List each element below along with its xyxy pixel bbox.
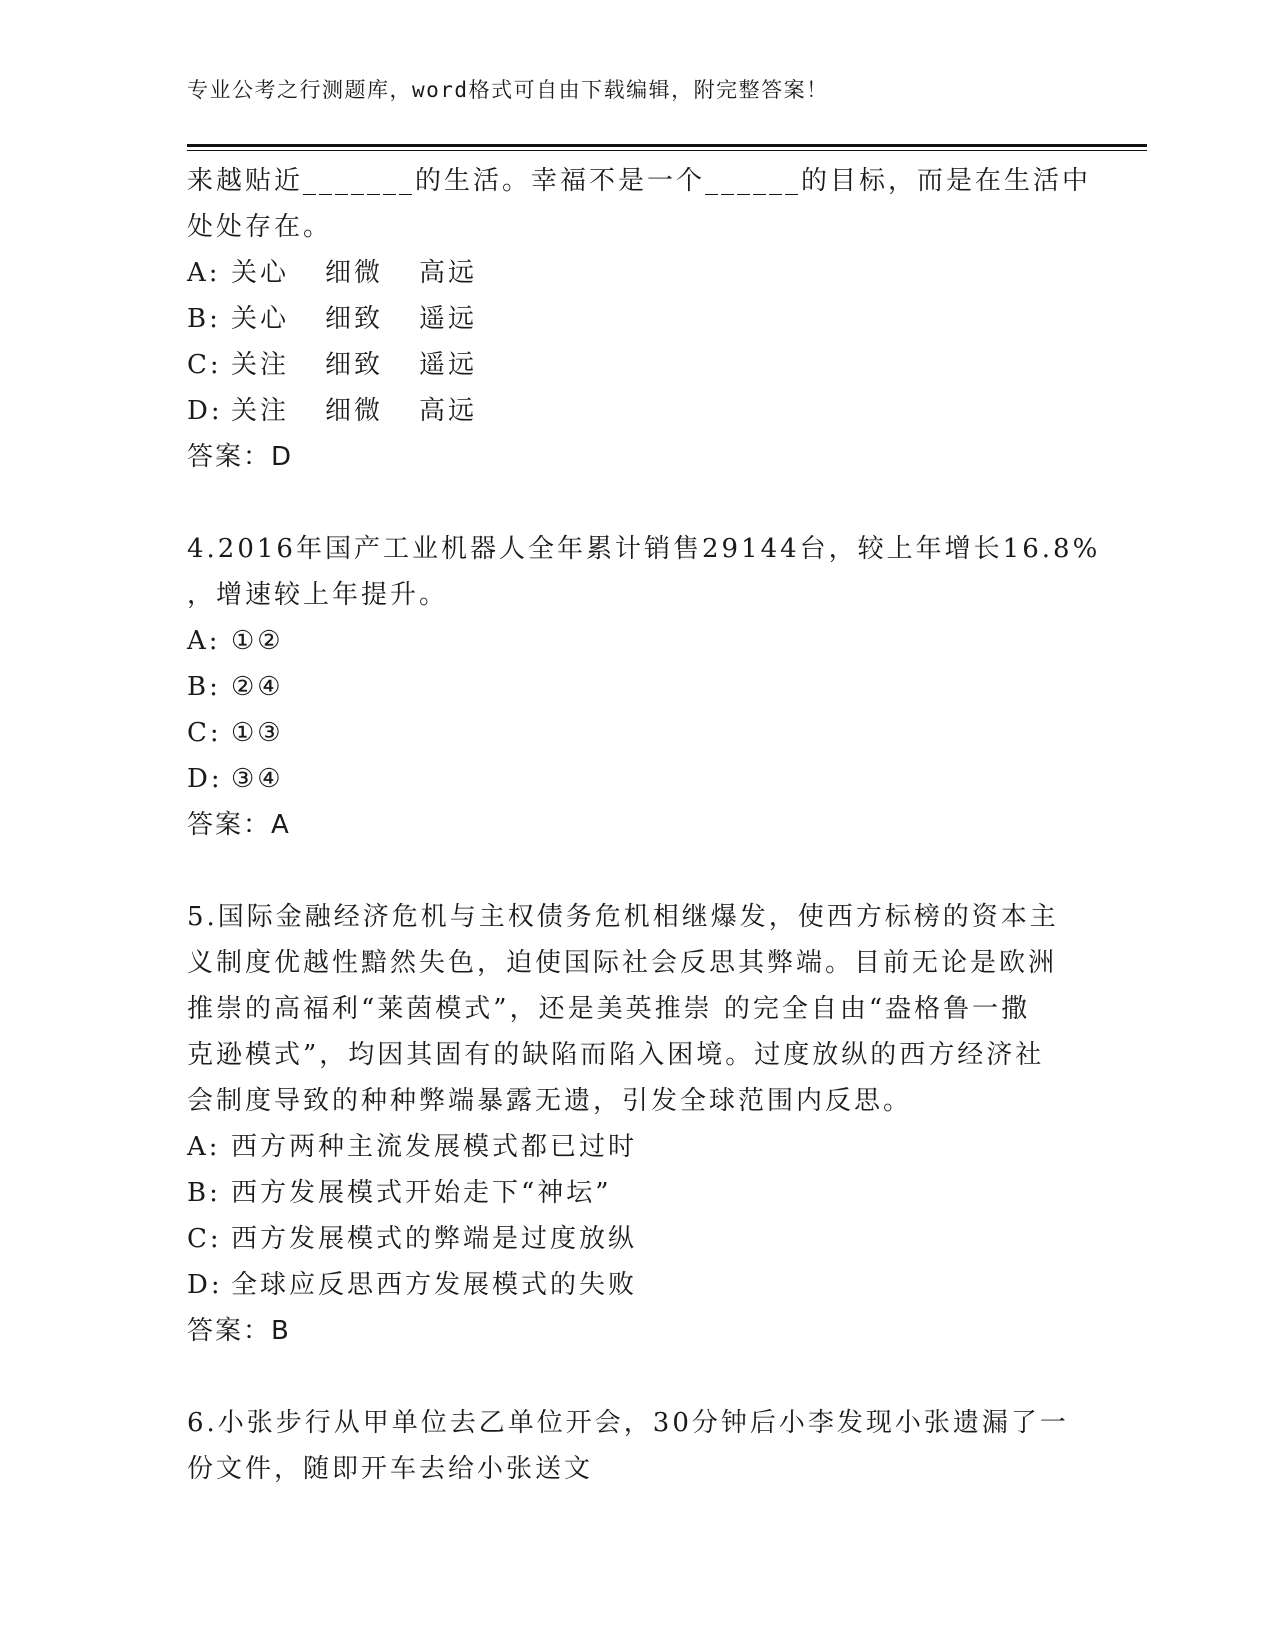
option-word: 关心 bbox=[231, 258, 290, 288]
option-a bbox=[187, 618, 1067, 664]
option-letter: C: bbox=[187, 1224, 222, 1254]
question-stem-line: 克逊模式”，均因其固有的缺陷而陷入困境。过度放纵的西方经济社 bbox=[187, 1040, 1045, 1070]
answer-line: 答案：B bbox=[187, 1316, 291, 1346]
question-6 bbox=[187, 1400, 1067, 1492]
option-word: 关心 bbox=[231, 304, 290, 334]
header-rule-thick bbox=[187, 144, 1147, 147]
option-d bbox=[187, 388, 1067, 434]
option-letter: A: bbox=[187, 258, 221, 288]
question-content bbox=[187, 158, 1101, 1492]
option-text: 西方发展模式的弊端是过度放纵 bbox=[231, 1224, 638, 1254]
spacer bbox=[187, 480, 1067, 526]
option-text: 西方两种主流发展模式都已过时 bbox=[231, 1132, 638, 1162]
question-stem-line: 份文件，随即开车去给小张送文 bbox=[187, 1454, 594, 1484]
option-letter: B: bbox=[187, 304, 221, 334]
option-word: 细致 bbox=[325, 350, 384, 380]
question-stem-line: 会制度导致的种种弊端暴露无遗，引发全球范围内反思。 bbox=[187, 1086, 913, 1116]
question-stem-line: ，增速较上年提升。 bbox=[187, 580, 449, 610]
question-stem-line: 推崇的高福利“莱茵模式”，还是美英推崇 的完全自由“盎格鲁一撒 bbox=[187, 994, 1031, 1024]
answer-line: 答案：D bbox=[187, 442, 294, 472]
option-text: ③④ bbox=[231, 764, 284, 794]
question-5 bbox=[187, 894, 1067, 1354]
question-stem-line: 处处存在。 bbox=[187, 212, 333, 242]
question-stem-line: 4.2016年国产工业机器人全年累计销售29144台，较上年增长16.8% bbox=[187, 534, 1101, 564]
option-a bbox=[187, 1124, 1067, 1170]
question-4 bbox=[187, 526, 1101, 848]
option-letter: A: bbox=[187, 626, 221, 656]
question-stem-line: 5.国际金融经济危机与主权债务危机相继爆发，使西方标榜的资本主 bbox=[187, 902, 1059, 932]
option-letter: B: bbox=[187, 1178, 221, 1208]
option-b bbox=[187, 296, 1067, 342]
option-letter: D: bbox=[187, 764, 223, 794]
header-rule-thin bbox=[187, 150, 1147, 151]
option-word: 关注 bbox=[231, 396, 290, 426]
option-word: 关注 bbox=[231, 350, 290, 380]
option-letter: D: bbox=[187, 1270, 223, 1300]
answer-line: 答案：A bbox=[187, 810, 291, 840]
question-3 bbox=[187, 158, 1092, 480]
question-stem-line: 义制度优越性黯然失色，迫使国际社会反思其弊端。目前无论是欧洲 bbox=[187, 948, 1058, 978]
spacer bbox=[187, 1354, 1067, 1400]
option-d bbox=[187, 756, 1067, 802]
option-c bbox=[187, 342, 1067, 388]
option-b bbox=[187, 1170, 1067, 1216]
option-text: ②④ bbox=[231, 672, 284, 702]
option-c bbox=[187, 1216, 1067, 1262]
option-letter: A: bbox=[187, 1132, 221, 1162]
option-letter: C: bbox=[187, 350, 222, 380]
spacer bbox=[187, 848, 1067, 894]
option-word: 遥远 bbox=[419, 304, 478, 334]
option-text: ①② bbox=[231, 626, 284, 656]
option-word: 高远 bbox=[419, 396, 478, 426]
option-word: 细致 bbox=[325, 304, 384, 334]
option-d bbox=[187, 1262, 1067, 1308]
option-b bbox=[187, 664, 1067, 710]
option-text: 西方发展模式开始走下“神坛” bbox=[231, 1178, 612, 1208]
option-word: 细微 bbox=[325, 258, 384, 288]
option-letter: D: bbox=[187, 396, 223, 426]
option-letter: B: bbox=[187, 672, 221, 702]
page-header: 专业公考之行测题库，word格式可自由下载编辑，附完整答案！ bbox=[187, 78, 829, 102]
option-text: 全球应反思西方发展模式的失败 bbox=[231, 1270, 638, 1300]
option-word: 细微 bbox=[325, 396, 384, 426]
option-word: 遥远 bbox=[419, 350, 478, 380]
option-c bbox=[187, 710, 1067, 756]
option-letter: C: bbox=[187, 718, 222, 748]
option-word: 高远 bbox=[419, 258, 478, 288]
option-text: ①③ bbox=[231, 718, 284, 748]
question-stem-line: 6.小张步行从甲单位去乙单位开会，30分钟后小李发现小张遗漏了一 bbox=[187, 1408, 1069, 1438]
question-stem-line: 来越贴近_______的生活。幸福不是一个______的目标，而是在生活中 bbox=[187, 166, 1092, 196]
option-a bbox=[187, 250, 1067, 296]
